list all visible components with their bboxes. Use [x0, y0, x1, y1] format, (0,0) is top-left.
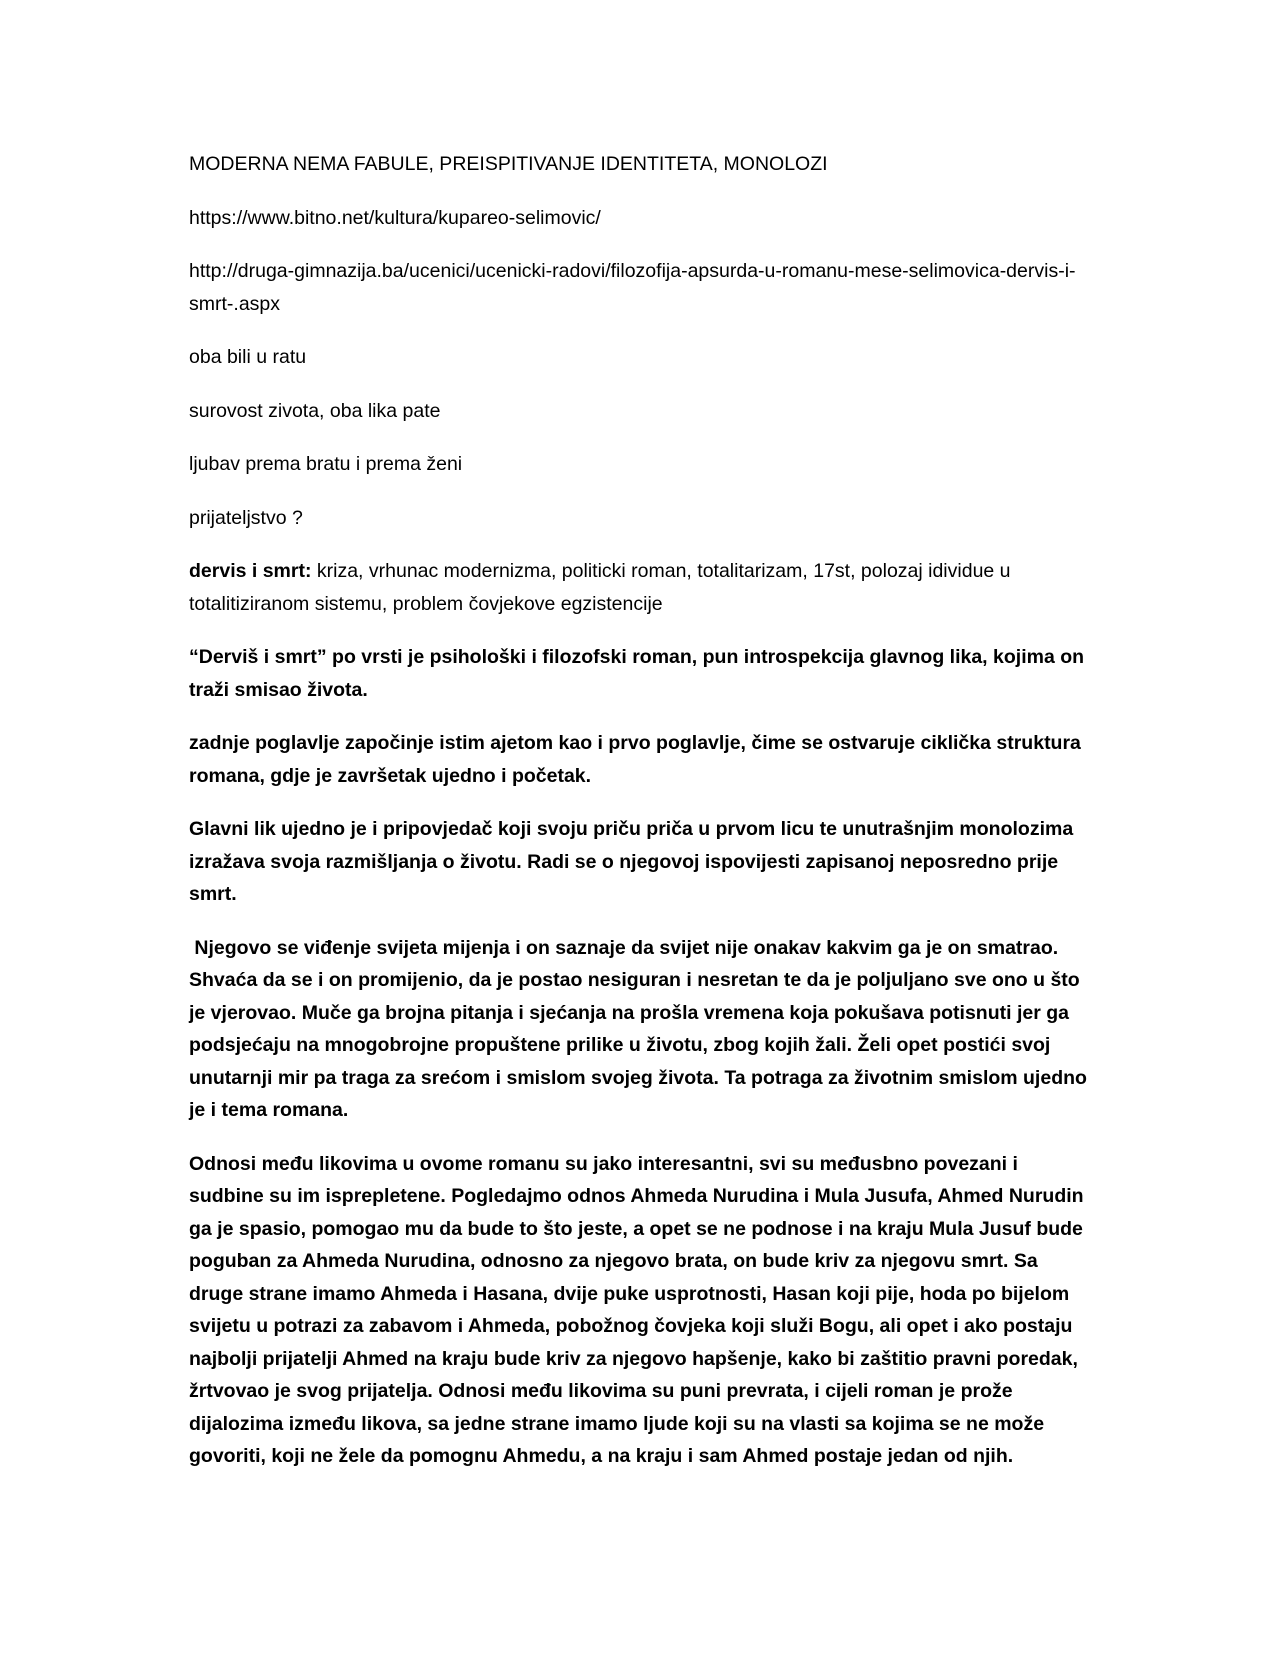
document-heading: MODERNA NEMA FABULE, PREISPITIVANJE IDENTITETA, MONOLOZI: [189, 153, 828, 175]
link-druga-gimnazija: http://druga-gimnazija.ba/ucenici/ucenicki-radovi/filozofija-apsurda-u-romanu-mese-selimovica-dervis-i-smrt-.aspx: [189, 260, 1076, 315]
summary-paragraph: [189, 555, 1089, 620]
paragraph-narrator: Glavni lik ujedno je i pripovjedač koji svoju priču priča u prvom licu te unutrašnjim monolozima izražava svoja razmišljanja o životu. Radi se o njegovoj ispovijesti zapisanoj neposredno prije smrt.: [189, 818, 1074, 905]
summary-label: dervis i smrt:: [189, 560, 312, 582]
paragraph-genre: “Derviš i smrt” po vrsti je psihološki i filozofski roman, pun introspekcija glavnog lika, kojima on traži smisao života.: [189, 646, 1085, 701]
summary-text: kriza, vrhunac modernizma, politicki roman, totalitarizam, 17st, polozaj idividue u totalitiziranom sistemu, problem čovjekove egzistencije: [189, 560, 1011, 615]
document-body: [189, 148, 1093, 1494]
note-friendship: prijateljstvo ?: [189, 506, 303, 529]
note-war: oba bili u ratu: [189, 346, 307, 368]
note-love: ljubav prema bratu i prema ženi: [189, 453, 463, 475]
paragraph-structure: zadnje poglavlje započinje istim ajetom kao i prvo poglavlje, čime se ostvaruje ciklička struktura romana, gdje je završetak ujedno i početak.: [189, 732, 1081, 787]
paragraph-worldview: Njegovo se viđenje svijeta mijenja i on saznaje da svijet nije onakav kakvim ga je on smatrao. Shvaća da se i on promijenio, da je postao nesiguran i nesretan te da je poljuljano sve ono u što je vjerovao. Muče ga brojna pitanja i sjećanja na prošla vremena koja pokušava potisnuti jer ga podsjećaju na mnogobrojne propuštene prilike u životu, zbog kojih žali. Želi opet postići svoj unutarnji mir pa traga za srećom i smislom svojeg života. Ta potraga za životnim smislom ujedno je i tema romana.: [189, 936, 1093, 1121]
link-bitno: https://www.bitno.net/kultura/kupareo-selimovic/: [189, 206, 601, 229]
note-cruelty: surovost zivota, oba lika pate: [189, 399, 441, 422]
paragraph-relationships: Odnosi među likovima u ovome romanu su jako interesantni, svi su međusbno povezani i sudbine su im isprepletene. Pogledajmo odnos Ahmeda Nurudina i Mula Jusufa, Ahmed Nurudin ga je spasio, pomogao mu da bude to što jeste, a opet se ne podnose i na kraju Mula Jusuf bude poguban za Ahmeda Nurudina, odnosno za njegovo brata, on bude kriv za njegovu smrt. Sa druge strane imamo Ahmeda i Hasana, dvije puke usprotnosti, Hasan koji pije, hoda po bijelom svijetu u potrazi za zabavom i Ahmeda, pobožnog čovjeka koji služi Bogu, ali opet i ako postaju najbolji prijatelji Ahmed na kraju bude kriv za njegovo hapšenje, kako bi zaštitio pravni poredak, žrtvovao je svog prijatelja. Odnosi među likovima su puni prevrata, i cijeli roman je prože dijalozima između likova, sa jedne strane imamo ljude koji su na vlasti sa kojima se ne može govoriti, koji ne žele da pomognu Ahmedu, a na kraju i sam Ahmed postaje jedan od njih.: [189, 1152, 1084, 1467]
